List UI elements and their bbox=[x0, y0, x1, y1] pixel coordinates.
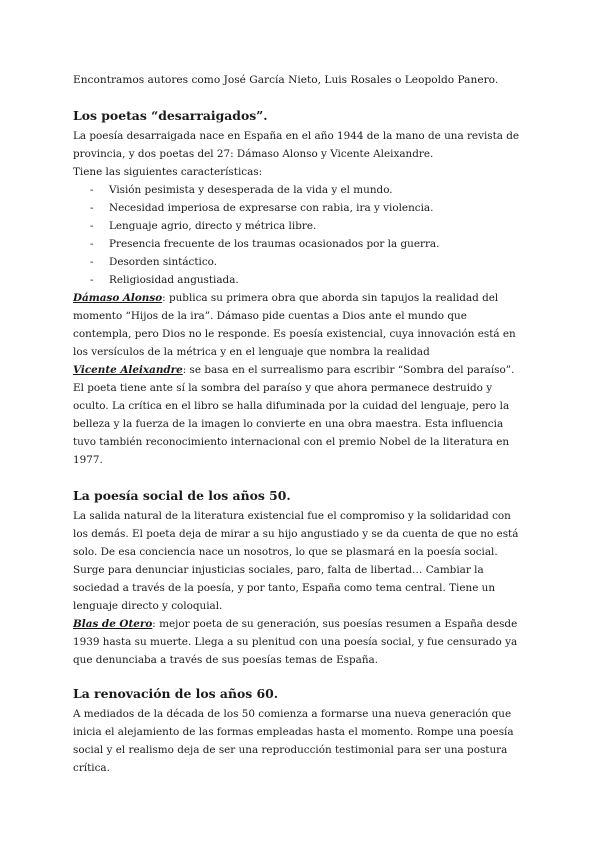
list-item-text: Visión pesimista y desesperada de la vida y el mundo. bbox=[109, 184, 393, 196]
list-item-text: Necesidad imperiosa de expresarse con rabia, ira y violencia. bbox=[109, 202, 434, 214]
dash-bullet: - bbox=[90, 202, 94, 214]
paragraph: La salida natural de la literatura existencial fue el compromiso y la solidaridad con los demás. El poeta deja de mirar a su hijo angustiado y se da cuenta de que no está solo. De esa conciencia nace un nosotros, lo que se plasmará en la poesía social. Surge para denunciar injusticias sociales, paro, falta de libertad… Cambiar la sociedad a través de la poesía, y por tanto, España como tema central. Tiene un lenguaje directo y coloquial. bbox=[73, 510, 519, 612]
author-name: Dámaso Alonso bbox=[73, 292, 163, 304]
list-item bbox=[73, 181, 528, 199]
author-paragraph bbox=[73, 361, 528, 469]
characteristics-list bbox=[73, 181, 528, 289]
list-item bbox=[73, 253, 528, 271]
author-description: : se basa en el surrealismo para escribir “Sombra del paraíso”. El poeta tiene ante sí la sombra del paraíso y que ahora permanece destruido y oculto. La crítica en el libro se halla difuminada por la cuidad del lenguaje, pero la belleza y la fuerza de la imagen lo convierte en una obra maestra. Esta influencia tuvo también reconocimiento internacional con el premio Nobel de la literatura en 1977. bbox=[73, 364, 515, 466]
author-paragraph bbox=[73, 289, 528, 361]
dash-bullet: - bbox=[90, 220, 94, 232]
author-name: Vicente Aleixandre bbox=[73, 364, 183, 376]
dash-bullet: - bbox=[90, 184, 94, 196]
list-item-text: Desorden sintáctico. bbox=[109, 256, 218, 268]
dash-bullet: - bbox=[90, 256, 94, 268]
intro-paragraph: Encontramos autores como José García Nieto, Luis Rosales o Leopoldo Panero. bbox=[73, 74, 499, 86]
list-item bbox=[73, 199, 528, 217]
dash-bullet: - bbox=[90, 274, 94, 286]
author-description: : mejor poeta de su generación, sus poesías resumen a España desde 1939 hasta su muerte. Llega a su plenitud con una poesía social, y fue censurado ya que denunciaba a través de sus poesías temas de España. bbox=[73, 618, 518, 666]
list-item bbox=[73, 271, 528, 289]
list-item-text: Lenguaje agrio, directo y métrica libre. bbox=[109, 220, 317, 232]
section-renovacion bbox=[73, 685, 528, 777]
paragraph: A mediados de la década de los 50 comienza a formarse una nueva generación que inicia el alejamiento de las formas empleadas hasta el momento. Rompe una poesía social y el realismo deja de ser una reproducción testimonial para ser una postura crítica. bbox=[73, 708, 514, 774]
list-item bbox=[73, 217, 528, 235]
list-item-text: Presencia frecuente de los traumas ocasionados por la guerra. bbox=[109, 238, 440, 250]
dash-bullet: - bbox=[90, 238, 94, 250]
paragraph: Tiene las siguientes características: bbox=[73, 166, 263, 178]
list-item bbox=[73, 235, 528, 253]
author-description: : publica su primera obra que aborda sin tapujos la realidad del momento “Hijos de la ira”. Dámaso pide cuentas a Dios ante el mundo que contempla, pero Dios no le responde. Es poesía existencial, cuya innovación está en los versículos de la métrica y en el lenguaje que nombra la realidad bbox=[73, 292, 516, 358]
author-name: Blas de Otero bbox=[73, 618, 153, 630]
section-poesia-social bbox=[73, 487, 528, 669]
section-title: Los poetas “desarraigados”. bbox=[73, 108, 268, 123]
paragraph: La poesía desarraigada nace en España en el año 1944 de la mano de una revista de provincia, y dos poetas del 27: Dámaso Alonso y Vicente Aleixandre. bbox=[73, 130, 520, 160]
section-desarraigados bbox=[73, 107, 528, 469]
section-title: La poesía social de los años 50. bbox=[73, 488, 291, 503]
author-paragraph bbox=[73, 615, 528, 669]
section-title: La renovación de los años 60. bbox=[73, 686, 279, 701]
list-item-text: Religiosidad angustiada. bbox=[109, 274, 239, 286]
